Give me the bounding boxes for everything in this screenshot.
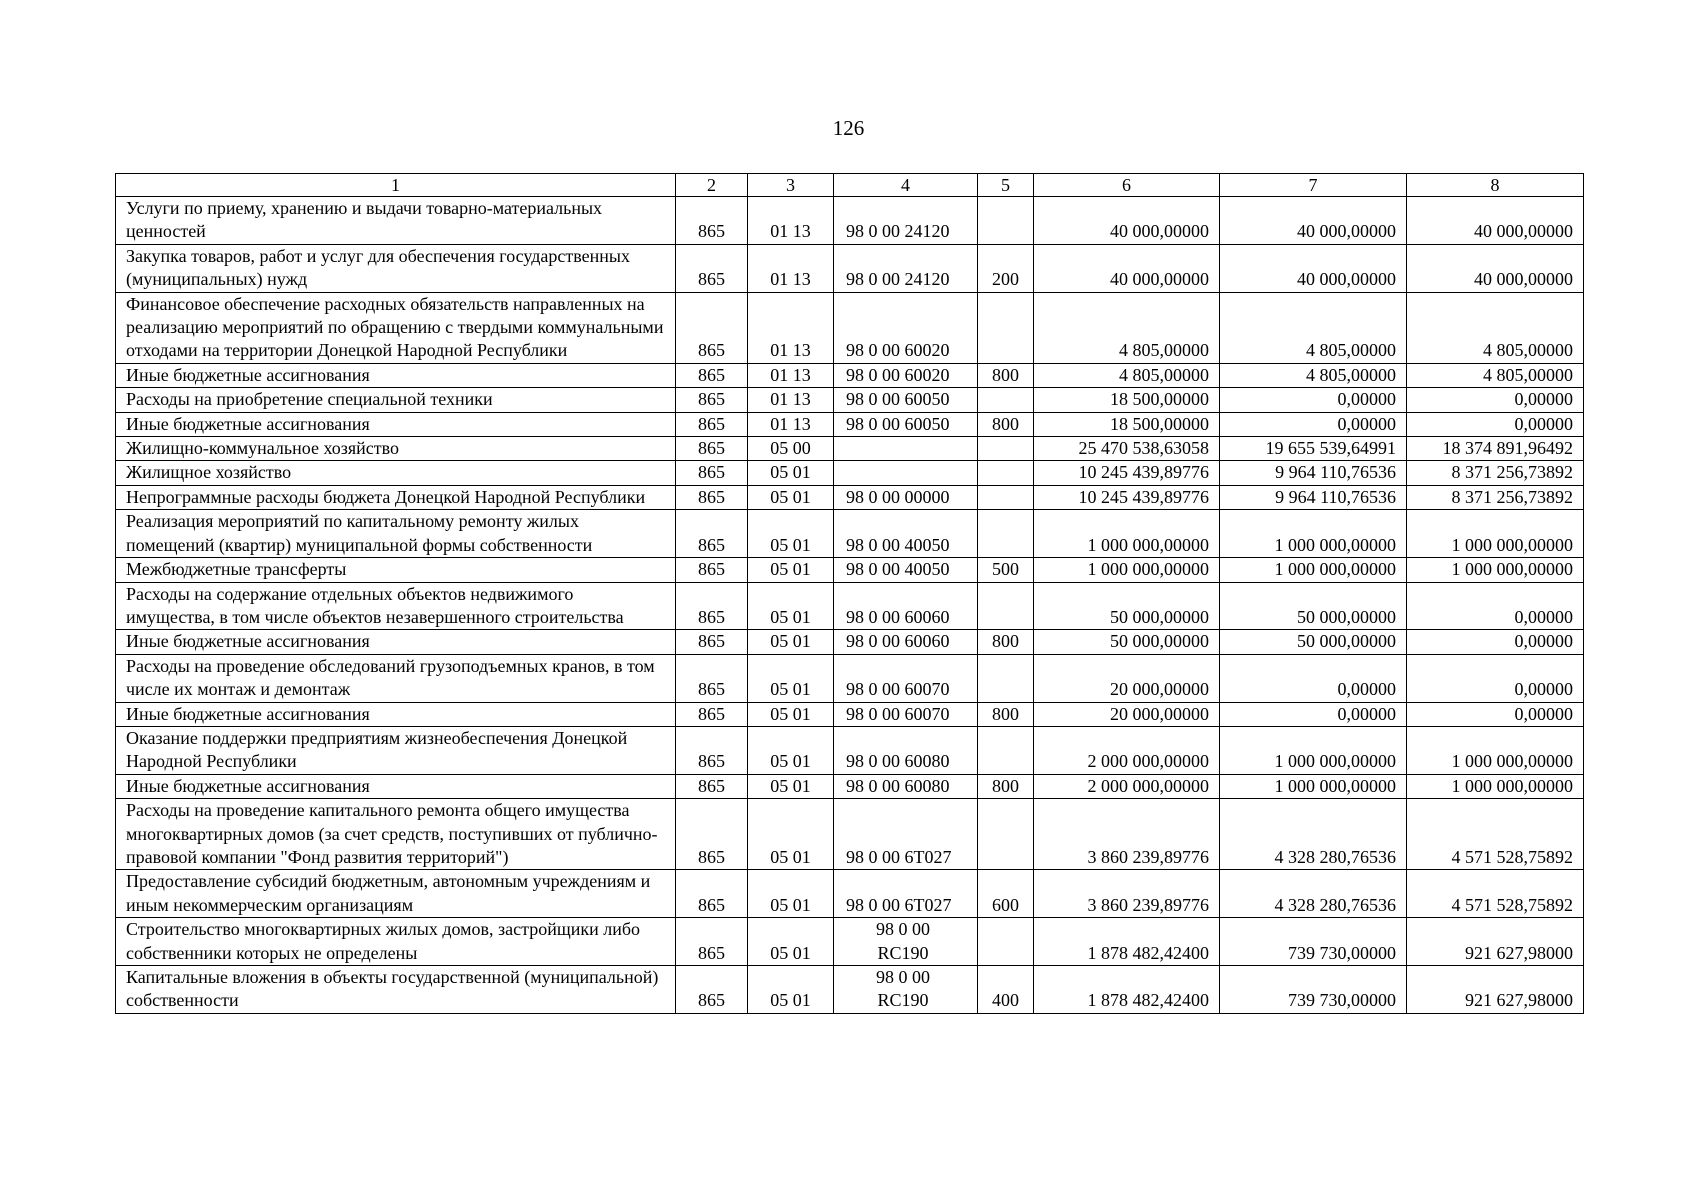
target-article-cell: 98 0 00 60080 <box>834 726 978 774</box>
amount-year3-cell: 1 000 000,00000 <box>1407 510 1584 558</box>
amount-year2-cell: 0,00000 <box>1220 654 1407 702</box>
section-code-cell: 05 01 <box>748 918 834 966</box>
amount-year3-cell: 1 000 000,00000 <box>1407 726 1584 774</box>
ministry-code-cell: 865 <box>676 918 748 966</box>
section-code-cell: 05 01 <box>748 870 834 918</box>
ministry-code-cell: 865 <box>676 363 748 387</box>
ministry-code-cell: 865 <box>676 582 748 630</box>
section-code-cell: 05 00 <box>748 437 834 461</box>
target-article-cell: 98 0 00 60050 <box>834 388 978 412</box>
amount-year1-cell: 10 245 439,89776 <box>1034 485 1220 509</box>
expense-name-cell: Расходы на приобретение специальной техники <box>116 388 676 412</box>
section-code-cell: 05 01 <box>748 510 834 558</box>
table-row <box>116 582 1584 630</box>
section-code-cell: 05 01 <box>748 799 834 870</box>
amount-year1-cell: 1 878 482,42400 <box>1034 966 1220 1014</box>
column-header: 6 <box>1034 174 1220 197</box>
amount-year3-cell: 0,00000 <box>1407 702 1584 726</box>
section-code-cell: 05 01 <box>748 774 834 798</box>
amount-year2-cell: 40 000,00000 <box>1220 197 1407 245</box>
amount-year3-cell: 8 371 256,73892 <box>1407 485 1584 509</box>
table-row <box>116 870 1584 918</box>
expense-type-cell <box>978 197 1034 245</box>
amount-year1-cell: 50 000,00000 <box>1034 630 1220 654</box>
ministry-code-cell: 865 <box>676 654 748 702</box>
amount-year3-cell: 4 805,00000 <box>1407 292 1584 363</box>
ministry-code-cell: 865 <box>676 726 748 774</box>
column-header: 2 <box>676 174 748 197</box>
expense-type-cell: 800 <box>978 630 1034 654</box>
amount-year1-cell: 1 000 000,00000 <box>1034 558 1220 582</box>
expense-type-cell <box>978 461 1034 485</box>
expense-name-cell: Иные бюджетные ассигнования <box>116 774 676 798</box>
amount-year3-cell: 921 627,98000 <box>1407 918 1584 966</box>
target-article-cell: 98 0 00 60070 <box>834 654 978 702</box>
ministry-code-cell: 865 <box>676 437 748 461</box>
amount-year2-cell: 1 000 000,00000 <box>1220 558 1407 582</box>
ministry-code-cell: 865 <box>676 244 748 292</box>
table-row <box>116 966 1584 1014</box>
table-row <box>116 388 1584 412</box>
target-article-cell: 98 0 00 40050 <box>834 558 978 582</box>
expense-type-cell <box>978 388 1034 412</box>
section-code-cell: 05 01 <box>748 582 834 630</box>
target-article-cell: 98 0 00 6Т027 <box>834 870 978 918</box>
amount-year1-cell: 18 500,00000 <box>1034 412 1220 436</box>
expense-name-cell: Капитальные вложения в объекты государственной (муниципальной) собственности <box>116 966 676 1014</box>
ministry-code-cell: 865 <box>676 774 748 798</box>
amount-year2-cell: 19 655 539,64991 <box>1220 437 1407 461</box>
section-code-cell: 05 01 <box>748 726 834 774</box>
amount-year3-cell: 40 000,00000 <box>1407 197 1584 245</box>
table-row <box>116 461 1584 485</box>
expense-name-cell: Иные бюджетные ассигнования <box>116 363 676 387</box>
table-body <box>116 197 1584 1014</box>
ministry-code-cell: 865 <box>676 558 748 582</box>
table-row <box>116 799 1584 870</box>
target-article-cell: 98 0 00 60060 <box>834 630 978 654</box>
target-article-cell: 98 0 00 24120 <box>834 244 978 292</box>
expense-type-cell <box>978 510 1034 558</box>
column-header: 7 <box>1220 174 1407 197</box>
table-row <box>116 437 1584 461</box>
amount-year2-cell: 0,00000 <box>1220 702 1407 726</box>
expense-type-cell: 800 <box>978 363 1034 387</box>
amount-year1-cell: 3 860 239,89776 <box>1034 870 1220 918</box>
budget-table <box>115 173 1584 1014</box>
ministry-code-cell: 865 <box>676 292 748 363</box>
ministry-code-cell: 865 <box>676 510 748 558</box>
amount-year3-cell: 1 000 000,00000 <box>1407 558 1584 582</box>
amount-year3-cell: 40 000,00000 <box>1407 244 1584 292</box>
column-header: 1 <box>116 174 676 197</box>
amount-year1-cell: 40 000,00000 <box>1034 244 1220 292</box>
expense-type-cell <box>978 485 1034 509</box>
table-row <box>116 412 1584 436</box>
target-article-cell: 98 0 00 RC190 <box>834 918 978 966</box>
section-code-cell: 01 13 <box>748 388 834 412</box>
section-code-cell: 05 01 <box>748 966 834 1014</box>
table-row <box>116 244 1584 292</box>
amount-year3-cell: 18 374 891,96492 <box>1407 437 1584 461</box>
column-header: 4 <box>834 174 978 197</box>
amount-year1-cell: 4 805,00000 <box>1034 363 1220 387</box>
expense-name-cell: Межбюджетные трансферты <box>116 558 676 582</box>
amount-year1-cell: 18 500,00000 <box>1034 388 1220 412</box>
expense-type-cell <box>978 799 1034 870</box>
table-row <box>116 363 1584 387</box>
amount-year1-cell: 20 000,00000 <box>1034 702 1220 726</box>
amount-year1-cell: 3 860 239,89776 <box>1034 799 1220 870</box>
expense-name-cell: Реализация мероприятий по капитальному ремонту жилых помещений (квартир) муниципальной формы собственности <box>116 510 676 558</box>
expense-name-cell: Оказание поддержки предприятиям жизнеобеспечения Донецкой Народной Республики <box>116 726 676 774</box>
expense-name-cell: Расходы на проведение обследований грузоподъемных кранов, в том числе их монтаж и демонтаж <box>116 654 676 702</box>
amount-year1-cell: 2 000 000,00000 <box>1034 726 1220 774</box>
expense-name-cell: Непрограммные расходы бюджета Донецкой Народной Республики <box>116 485 676 509</box>
expense-type-cell: 800 <box>978 412 1034 436</box>
expense-type-cell <box>978 582 1034 630</box>
amount-year1-cell: 20 000,00000 <box>1034 654 1220 702</box>
header-row <box>116 174 1584 197</box>
amount-year2-cell: 4 328 280,76536 <box>1220 799 1407 870</box>
amount-year1-cell: 1 000 000,00000 <box>1034 510 1220 558</box>
ministry-code-cell: 865 <box>676 388 748 412</box>
amount-year3-cell: 0,00000 <box>1407 412 1584 436</box>
expense-type-cell: 200 <box>978 244 1034 292</box>
ministry-code-cell: 865 <box>676 461 748 485</box>
section-code-cell: 05 01 <box>748 485 834 509</box>
amount-year1-cell: 25 470 538,63058 <box>1034 437 1220 461</box>
expense-type-cell: 500 <box>978 558 1034 582</box>
target-article-cell: 98 0 00 60020 <box>834 363 978 387</box>
section-code-cell: 01 13 <box>748 197 834 245</box>
amount-year2-cell: 50 000,00000 <box>1220 630 1407 654</box>
expense-name-cell: Расходы на содержание отдельных объектов недвижимого имущества, в том числе объектов незавершенного строительства <box>116 582 676 630</box>
table-row <box>116 654 1584 702</box>
table-row <box>116 630 1584 654</box>
expense-name-cell: Иные бюджетные ассигнования <box>116 412 676 436</box>
expense-name-cell: Иные бюджетные ассигнования <box>116 702 676 726</box>
expense-name-cell: Расходы на проведение капитального ремонта общего имущества многоквартирных домов (за счет средств, поступивших от публично-правовой компании "Фонд развития территорий") <box>116 799 676 870</box>
page-number: 126 <box>832 116 865 140</box>
amount-year2-cell: 9 964 110,76536 <box>1220 485 1407 509</box>
expense-type-cell: 800 <box>978 774 1034 798</box>
amount-year2-cell: 4 805,00000 <box>1220 363 1407 387</box>
table-row <box>116 702 1584 726</box>
expense-name-cell: Иные бюджетные ассигнования <box>116 630 676 654</box>
amount-year3-cell: 1 000 000,00000 <box>1407 774 1584 798</box>
amount-year2-cell: 1 000 000,00000 <box>1220 510 1407 558</box>
amount-year3-cell: 0,00000 <box>1407 654 1584 702</box>
section-code-cell: 05 01 <box>748 461 834 485</box>
amount-year1-cell: 1 878 482,42400 <box>1034 918 1220 966</box>
amount-year3-cell: 0,00000 <box>1407 582 1584 630</box>
amount-year2-cell: 50 000,00000 <box>1220 582 1407 630</box>
expense-name-cell: Финансовое обеспечение расходных обязательств направленных на реализацию мероприятий по обращению с твердыми коммунальными отходами на территории Донецкой Народной Республики <box>116 292 676 363</box>
table-row <box>116 292 1584 363</box>
ministry-code-cell: 865 <box>676 799 748 870</box>
section-code-cell: 01 13 <box>748 412 834 436</box>
target-article-cell: 98 0 00 6Т027 <box>834 799 978 870</box>
section-code-cell: 05 01 <box>748 702 834 726</box>
ministry-code-cell: 865 <box>676 870 748 918</box>
amount-year2-cell: 739 730,00000 <box>1220 966 1407 1014</box>
target-article-cell <box>834 437 978 461</box>
section-code-cell: 05 01 <box>748 654 834 702</box>
target-article-cell <box>834 461 978 485</box>
amount-year3-cell: 8 371 256,73892 <box>1407 461 1584 485</box>
amount-year3-cell: 0,00000 <box>1407 388 1584 412</box>
amount-year2-cell: 4 328 280,76536 <box>1220 870 1407 918</box>
target-article-cell: 98 0 00 60070 <box>834 702 978 726</box>
expense-name-cell: Строительство многоквартирных жилых домов, застройщики либо собственники которых не определены <box>116 918 676 966</box>
column-header: 5 <box>978 174 1034 197</box>
expense-type-cell <box>978 654 1034 702</box>
amount-year1-cell: 4 805,00000 <box>1034 292 1220 363</box>
ministry-code-cell: 865 <box>676 485 748 509</box>
table-row <box>116 918 1584 966</box>
amount-year2-cell: 1 000 000,00000 <box>1220 774 1407 798</box>
expense-type-cell <box>978 292 1034 363</box>
amount-year1-cell: 50 000,00000 <box>1034 582 1220 630</box>
table-row <box>116 485 1584 509</box>
target-article-cell: 98 0 00 00000 <box>834 485 978 509</box>
target-article-cell: 98 0 00 60080 <box>834 774 978 798</box>
section-code-cell: 01 13 <box>748 244 834 292</box>
section-code-cell: 05 01 <box>748 630 834 654</box>
section-code-cell: 01 13 <box>748 292 834 363</box>
table-row <box>116 774 1584 798</box>
section-code-cell: 05 01 <box>748 558 834 582</box>
table-row <box>116 197 1584 245</box>
target-article-cell: 98 0 00 60060 <box>834 582 978 630</box>
table-row <box>116 726 1584 774</box>
amount-year3-cell: 4 805,00000 <box>1407 363 1584 387</box>
amount-year3-cell: 0,00000 <box>1407 630 1584 654</box>
amount-year2-cell: 739 730,00000 <box>1220 918 1407 966</box>
ministry-code-cell: 865 <box>676 630 748 654</box>
amount-year1-cell: 10 245 439,89776 <box>1034 461 1220 485</box>
amount-year2-cell: 9 964 110,76536 <box>1220 461 1407 485</box>
table-row <box>116 558 1584 582</box>
expense-name-cell: Услуги по приему, хранению и выдачи товарно-материальных ценностей <box>116 197 676 245</box>
amount-year2-cell: 1 000 000,00000 <box>1220 726 1407 774</box>
section-code-cell: 01 13 <box>748 363 834 387</box>
target-article-cell: 98 0 00 24120 <box>834 197 978 245</box>
amount-year3-cell: 921 627,98000 <box>1407 966 1584 1014</box>
target-article-cell: 98 0 00 40050 <box>834 510 978 558</box>
expense-name-cell: Жилищное хозяйство <box>116 461 676 485</box>
target-article-cell: 98 0 00 60050 <box>834 412 978 436</box>
expense-name-cell: Закупка товаров, работ и услуг для обеспечения государственных (муниципальных) нужд <box>116 244 676 292</box>
expense-type-cell <box>978 918 1034 966</box>
expense-name-cell: Предоставление субсидий бюджетным, автономным учреждениям и иным некоммерческим организациям <box>116 870 676 918</box>
expense-type-cell: 400 <box>978 966 1034 1014</box>
ministry-code-cell: 865 <box>676 702 748 726</box>
expense-type-cell: 600 <box>978 870 1034 918</box>
amount-year2-cell: 40 000,00000 <box>1220 244 1407 292</box>
expense-name-cell: Жилищно-коммунальное хозяйство <box>116 437 676 461</box>
expense-type-cell <box>978 437 1034 461</box>
target-article-cell: 98 0 00 60020 <box>834 292 978 363</box>
amount-year2-cell: 0,00000 <box>1220 388 1407 412</box>
ministry-code-cell: 865 <box>676 412 748 436</box>
amount-year2-cell: 0,00000 <box>1220 412 1407 436</box>
target-article-cell: 98 0 00 RC190 <box>834 966 978 1014</box>
expense-type-cell <box>978 726 1034 774</box>
column-header: 8 <box>1407 174 1584 197</box>
table-row <box>116 510 1584 558</box>
expense-type-cell: 800 <box>978 702 1034 726</box>
amount-year1-cell: 40 000,00000 <box>1034 197 1220 245</box>
amount-year3-cell: 4 571 528,75892 <box>1407 799 1584 870</box>
column-header: 3 <box>748 174 834 197</box>
ministry-code-cell: 865 <box>676 197 748 245</box>
amount-year3-cell: 4 571 528,75892 <box>1407 870 1584 918</box>
amount-year2-cell: 4 805,00000 <box>1220 292 1407 363</box>
ministry-code-cell: 865 <box>676 966 748 1014</box>
amount-year1-cell: 2 000 000,00000 <box>1034 774 1220 798</box>
